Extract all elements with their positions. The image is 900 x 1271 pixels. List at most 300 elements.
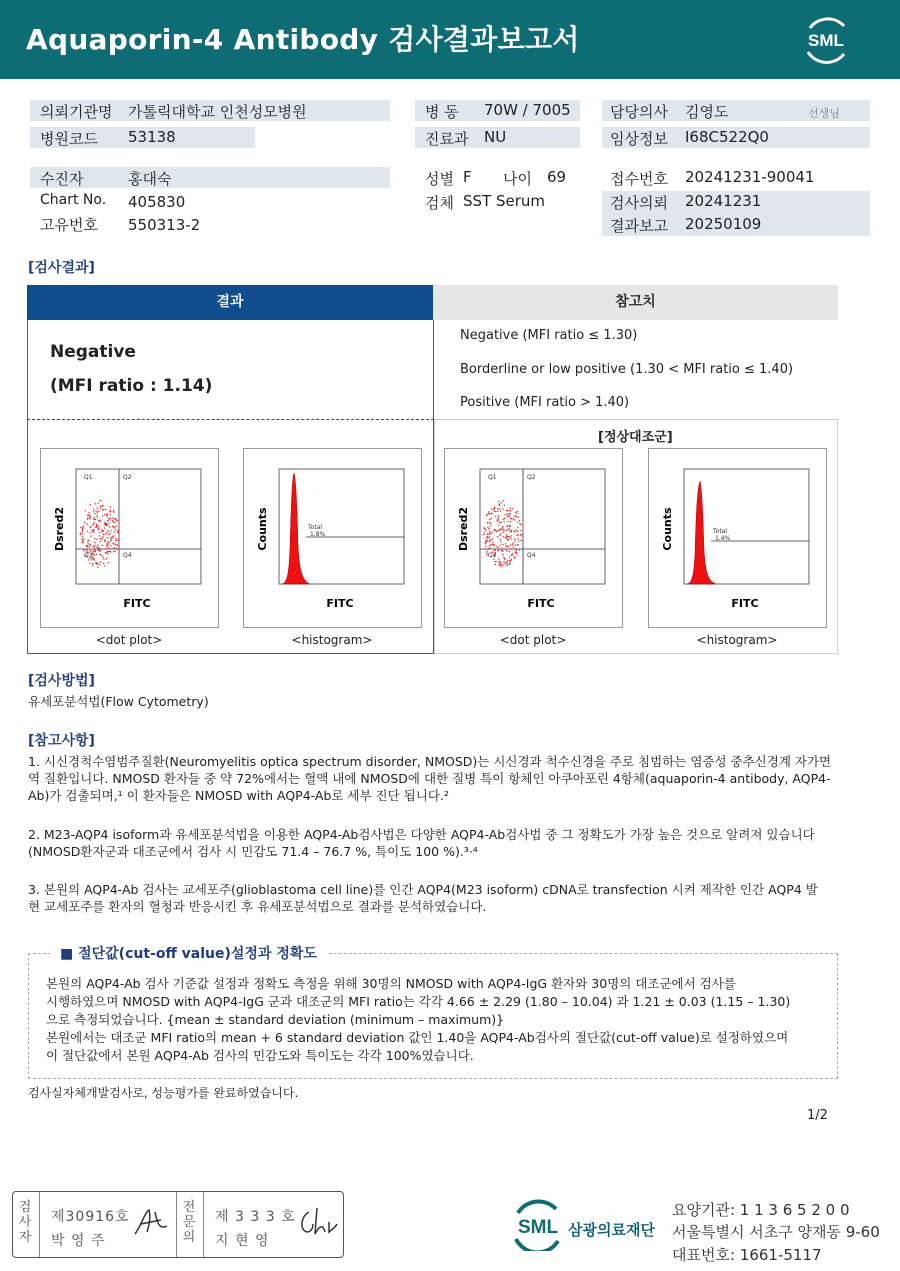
scatter-dot [99,532,100,533]
scatter-dot [102,536,103,537]
scatter-dot [516,553,517,554]
scatter-dot [499,509,500,510]
scatter-dot [115,529,116,530]
note-paragraph-1: 1. 시신경척수염범주질환(Neuromyelitis optica spectrum disorder, NMOSD)는 시신경과 척수신경을 주로 침범하는 염증성 중추신경계 자가면역 질환입니다. NMOSD 환자들 중 약 72%에서는 혈액 내에 NMOSD에 대한 질병 특이 항체인 아쿠아포린 4항체(aquaporin-4 antibody, AQP4-Ab)가 검출되며,¹ 이 환자들은 NMOSD with AQP4-Ab로 세부 진단 됩니다.² [28,754,832,803]
scatter-dot [113,510,114,511]
scatter-dot [83,526,84,527]
scatter-dot [87,542,88,543]
scatter-dot [511,535,512,536]
scatter-dot [514,540,515,541]
scatter-dot [510,548,511,549]
scatter-dot [110,518,111,519]
svg-text:Total: Total [713,528,728,535]
scatter-dot [116,538,117,539]
scatter-dot [503,519,504,520]
scatter-dot [486,540,487,541]
scatter-dot [113,511,114,512]
result-mfi: (MFI ratio : 1.14) [50,376,213,396]
scatter-dot [93,511,94,512]
scatter-dot [506,510,507,511]
scatter-dot [104,527,105,528]
patient-dot-caption: <dot plot> [95,633,163,647]
scatter-dot [100,538,101,539]
validation-note: 검사실자체개발검사로, 성능평가를 완료하였습니다. [28,1086,299,1100]
scatter-dot [496,519,497,520]
scatter-dot [508,546,509,547]
report-date-label: 결과보고 [610,217,668,235]
scatter-dot [500,541,501,542]
scatter-dot [510,531,511,532]
scatter-dot [96,546,97,547]
scatter-dot [91,530,92,531]
scatter-dot [82,542,83,543]
scatter-dot [488,548,489,549]
scatter-dot [92,565,93,566]
sex-label: 성별 [425,170,454,188]
scatter-dot [512,508,513,509]
scatter-dot [110,530,111,531]
scatter-dot [97,544,98,545]
scatter-dot [501,522,502,523]
signature-separator [203,1192,204,1257]
scatter-dot [110,539,111,540]
scatter-dot [485,529,486,530]
hospital-label: 의뢰기관명 [40,103,113,121]
scatter-dot [500,545,501,546]
scatter-dot [94,538,95,539]
scatter-dot [510,510,511,511]
signature-separator [176,1192,177,1257]
scatter-dot [117,545,118,546]
scatter-dot [106,544,107,545]
scatter-dot [103,534,104,535]
scatter-dot [87,540,88,541]
scatter-dot [509,557,510,558]
scatter-dot [96,524,97,525]
hospital-value: 가톨릭대학교 인천성모병원 [128,103,307,121]
scatter-dot [110,551,111,552]
scatter-dot [507,525,508,526]
scatter-dot [512,544,513,545]
dept-label: 진료과 [425,130,469,148]
scatter-dot [113,535,114,536]
scatter-dot [107,537,108,538]
scatter-dot [94,522,95,523]
receipt-label: 접수번호 [610,170,668,188]
scatter-dot [107,553,108,554]
scatter-dot [515,545,516,546]
scatter-dot [492,541,493,542]
scatter-dot [99,554,100,555]
scatter-dot [104,514,105,515]
svg-text:1.8%: 1.8% [310,531,326,538]
scatter-dot [493,509,494,510]
scatter-dot [498,561,499,562]
reference-header: 참고치 [433,285,838,320]
scatter-dot [506,534,507,535]
result-divider [27,419,434,420]
scatter-dot [103,559,104,560]
scatter-dot [519,549,520,550]
method-section-title: [검사방법] [28,673,95,689]
scatter-dot [502,526,503,527]
cutoff-title: ■ 절단값(cut-off value)설정과 정확도 [50,943,327,963]
scatter-dot [518,516,519,517]
scatter-dot [507,516,508,517]
scatter-dot [95,503,96,504]
scatter-dot [94,542,95,543]
scatter-dot [97,526,98,527]
scatter-dot [510,538,511,539]
scatter-dot [499,562,500,563]
control-hist-caption: <histogram> [696,633,778,647]
scatter-dot [92,563,93,564]
scatter-dot [103,563,104,564]
scatter-dot [117,531,118,532]
scatter-dot [505,562,506,563]
scatter-dot [80,533,81,534]
scatter-dot [489,533,490,534]
scatter-dot [509,530,510,531]
scatter-dot [517,511,518,512]
scatter-dot [503,557,504,558]
svg-text:1.4%: 1.4% [715,535,731,542]
scatter-dot [517,531,518,532]
scatter-dot [89,515,90,516]
scatter-dot [110,545,111,546]
scatter-dot [509,513,510,514]
scatter-dot [484,531,485,532]
scatter-dot [99,564,100,565]
scatter-dot [513,518,514,519]
scatter-dot [507,563,508,564]
scatter-dot [108,562,109,563]
scatter-dot [107,530,108,531]
scatter-dot [93,517,94,518]
scatter-dot [517,545,518,546]
scatter-dot [499,522,500,523]
svg-text:Q4: Q4 [123,552,132,559]
scatter-dot [517,521,518,522]
scatter-dot [490,522,491,523]
scatter-dot [497,547,498,548]
scatter-dot [521,540,522,541]
scatter-dot [489,531,490,532]
scatter-dot [489,513,490,514]
svg-text:Q1: Q1 [488,474,497,481]
chart-label: Chart No. [40,192,107,208]
signer2-role-text: 전문의 [182,1200,196,1245]
scatter-dot [102,555,103,556]
scatter-dot [515,548,516,549]
scatter-dot [110,537,111,538]
scatter-dot [114,531,115,532]
scatter-dot [97,515,98,516]
scatter-dot [115,518,116,519]
svg-text:Total: Total [308,524,323,531]
cutoff-line: 시행하였으며 NMOSD with AQP4-IgG 군과 대조군의 MFI ratio는 각각 4.66 ± 2.29 (1.80 – 10.04) 과 1.21 ± 0.03 (1.15 – 1.30) [46,994,791,1009]
scatter-dot [92,553,93,554]
scatter-dot [93,509,94,510]
scatter-dot [511,554,512,555]
scatter-dot [112,526,113,527]
scatter-dot [490,525,491,526]
chart-value: 405830 [128,193,186,211]
doctor-label: 담당의사 [610,103,668,121]
age-label: 나이 [503,170,532,188]
scatter-dot [508,510,509,511]
scatter-dot [495,516,496,517]
svg-text:Q3: Q3 [488,552,497,559]
scatter-dot [88,512,89,513]
scatter-dot [501,565,502,566]
signature-box [12,1191,344,1258]
scatter-dot [98,520,99,521]
scatter-dot [115,540,116,541]
scatter-dot [94,559,95,560]
scatter-dot [502,554,503,555]
scatter-dot [95,562,96,563]
scatter-dot [490,533,491,534]
scatter-dot [100,506,101,507]
scatter-dot [509,536,510,537]
scatter-dot [80,527,81,528]
scatter-dot [490,544,491,545]
scatter-dot [498,564,499,565]
scatter-dot [112,517,113,518]
scatter-dot [508,521,509,522]
specimen-label: 검체 [425,194,454,212]
scatter-dot [505,543,506,544]
scatter-dot [484,528,485,529]
scatter-dot [517,534,518,535]
org-name: 삼광의료재단 [568,1221,655,1239]
svg-text:Q2: Q2 [123,474,132,481]
scatter-dot [115,543,116,544]
scatter-dot [512,553,513,554]
scatter-dot [502,508,503,509]
scatter-dot [81,533,82,534]
scatter-dot [98,547,99,548]
scatter-dot [507,514,508,515]
control-histogram-graphic [649,449,828,629]
scatter-dot [515,512,516,513]
y-axis-label: Dsred2 [457,506,470,552]
scatter-dot [505,514,506,515]
scatter-dot [515,552,516,553]
scatter-dot [507,539,508,540]
x-axis-label: FITC [731,597,759,610]
scatter-dot [98,510,99,511]
scatter-dot [89,563,90,564]
scatter-dot [110,506,111,507]
scatter-dot [93,551,94,552]
patient-name-label: 수진자 [40,170,84,188]
scatter-dot [109,533,110,534]
scatter-dot [509,515,510,516]
patient-hist-caption: <histogram> [291,633,373,647]
y-axis-label: Dsred2 [53,506,66,552]
scatter-dot [114,547,115,548]
scatter-dot [114,551,115,552]
scatter-dot [489,519,490,520]
scatter-dot [494,506,495,507]
scatter-dot [489,541,490,542]
cutoff-line: 이 절단값에서 본원 AQP4-Ab 검사의 민감도와 특이도는 각각 100%였습니다. [46,1048,474,1063]
scatter-dot [500,510,501,511]
scatter-dot [514,531,515,532]
scatter-dot [109,511,110,512]
scatter-dot [510,560,511,561]
scatter-dot [97,562,98,563]
scatter-dot [108,523,109,524]
scatter-dot [496,546,497,547]
scatter-dot [102,505,103,506]
scatter-dot [513,542,514,543]
scatter-dot [97,567,98,568]
signer1-role [18,1200,34,1245]
svg-text:Q2: Q2 [527,474,536,481]
scatter-dot [94,545,95,546]
scatter-dot [489,545,490,546]
scatter-dot [89,546,90,547]
scatter-dot [486,553,487,554]
scatter-dot [508,513,509,514]
scatter-dot [102,515,103,516]
scatter-dot [100,520,101,521]
scatter-dot [86,523,87,524]
request-date-label: 검사의뢰 [610,194,668,212]
scatter-dot [500,564,501,565]
notes-section-title: [참고사항] [28,733,95,749]
scatter-dot [500,533,501,534]
scatter-dot [114,518,115,519]
scatter-dot [110,514,111,515]
scatter-dot [499,535,500,536]
org-code: 요양기관: 1 1 3 6 5 2 0 0 [672,1201,850,1219]
svg-text:Q3: Q3 [84,552,93,559]
method-text: 유세포분석법(Flow Cytometry) [28,694,209,709]
scatter-dot [498,501,499,502]
scatter-dot [488,511,489,512]
scatter-dot [487,522,488,523]
scatter-dot [109,526,110,527]
scatter-dot [83,549,84,550]
scatter-dot [517,527,518,528]
clinical-label: 임상정보 [610,130,668,148]
scatter-dot [94,546,95,547]
scatter-dot [500,539,501,540]
report-header [0,0,900,79]
scatter-dot [501,548,502,549]
report-title: Aquaporin-4 Antibody 검사결과보고서 [26,23,580,56]
scatter-dot [82,539,83,540]
scatter-dot [509,561,510,562]
scatter-dot [100,561,101,562]
result-header: 결과 [27,285,433,320]
hospital-code-label: 병원코드 [40,130,98,148]
scatter-dot [90,527,91,528]
scatter-dot [499,528,500,529]
doctor-suffix: 선생님 [808,107,840,120]
scatter-dot [509,507,510,508]
scatter-dot [502,551,503,552]
org-address: 서울특별시 서초구 양재동 9-60 [672,1223,880,1241]
scatter-dot [513,546,514,547]
info-bar [30,167,390,188]
scatter-dot [491,532,492,533]
scatter-dot [493,545,494,546]
age-value: 69 [547,168,567,186]
scatter-dot [486,537,487,538]
scatter-dot [497,517,498,518]
scatter-dot [516,516,517,517]
scatter-dot [82,530,83,531]
cutoff-line: 으로 측정되었습니다. {mean ± standard deviation (minimum – maximum)} [46,1012,505,1027]
hospital-code-value: 53138 [128,128,176,146]
dept-value: NU [484,128,507,146]
scatter-dot [102,530,103,531]
x-axis-label: FITC [326,597,354,610]
scatter-dot [498,518,499,519]
scatter-dot [499,503,500,504]
scatter-dot [86,545,87,546]
svg-text:SML: SML [808,31,844,50]
scatter-dot [509,528,510,529]
sex-value: F [463,168,472,186]
scatter-dot [498,520,499,521]
scatter-dot [87,531,88,532]
scatter-dot [108,541,109,542]
signer2-name: 지 현 영 [215,1233,270,1249]
y-axis-label: Counts [256,507,269,551]
signature-separator [39,1192,40,1257]
scatter-dot [94,554,95,555]
patient-histogram [243,448,422,628]
scatter-dot [94,550,95,551]
scatter-dot [97,516,98,517]
scatter-dot [107,515,108,516]
scatter-dot [498,515,499,516]
reference-positive: Positive (MFI ratio > 1.40) [460,395,630,410]
control-dot-plot [444,448,623,628]
scatter-dot [83,538,84,539]
signer2-signature-icon [295,1204,339,1240]
cutoff-line: 본원에서는 대조군 MFI ratio의 mean + 6 standard deviation 값인 1.40을 AQP4-Ab검사의 절단값(cut-off value)로 설정하였으며 [46,1030,789,1045]
scatter-dot [520,524,521,525]
scatter-dot [485,541,486,542]
y-axis-label: Counts [661,507,674,551]
scatter-dot [507,536,508,537]
clinical-value: I68C522Q0 [685,128,769,146]
scatter-dot [511,530,512,531]
signer1-name: 박 영 주 [51,1233,106,1249]
scatter-dot [494,544,495,545]
scatter-dot [485,546,486,547]
cutoff-text [46,975,836,1065]
control-dot-caption: <dot plot> [499,633,567,647]
scatter-dot [108,519,109,520]
scatter-dot [503,529,504,530]
scatter-dot [505,536,506,537]
sml-org-logo-icon [510,1199,566,1251]
scatter-dot [497,530,498,531]
scatter-dot [503,521,504,522]
scatter-dot [506,550,507,551]
scatter-dot [489,522,490,523]
scatter-dot [514,558,515,559]
reference-borderline: Borderline or low positive (1.30 < MFI ratio ≤ 1.40) [460,362,794,377]
